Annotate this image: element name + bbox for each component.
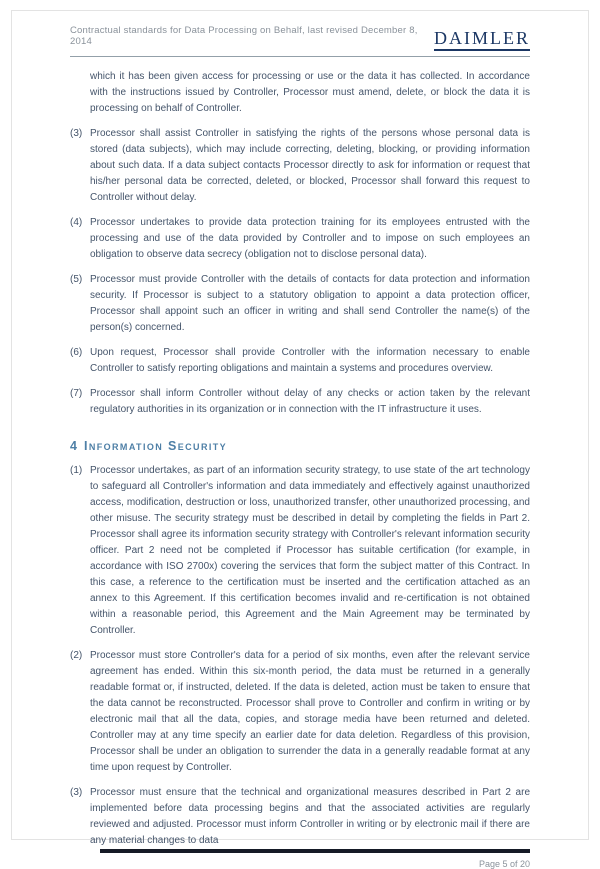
clause-text: Processor must provide Controller with the details of contacts for data protection and information security. If Processor is subject to a statutory obligation to appoint a data protection officer, Processor shall appoint such an officer in writing and shall send Controller the name(s) of the person(s) concerned. — [90, 274, 530, 333]
header-rule — [70, 56, 530, 57]
clause-3 — [70, 126, 530, 206]
daimler-logo: DAIMLER — [434, 29, 530, 51]
clause-text: Processor shall inform Controller without delay of any checks or action taken by the relevant regulatory authorities in its organization or in connection with the IT infrastructure it uses. — [90, 388, 530, 415]
page-header — [70, 25, 530, 57]
clause-number: (2) — [70, 650, 83, 661]
section-title: Information Security — [83, 439, 228, 453]
document-body — [70, 67, 530, 849]
clause-7 — [70, 386, 530, 418]
paragraph-continuation: which it has been given access for processing or use or the data it has collected. In accordance with the instructions issued by Controller, Processor must amend, delete, or block the data it is processing on behalf of Controller. — [90, 71, 530, 114]
document-title: Contractual standards for Data Processing on Behalf, last revised December 8, 2014 — [70, 25, 418, 47]
clause-text: Processor must store Controller's data for a period of six months, even after the relevant service agreement has ended. Within this six-month period, the data must be returned in a generally readable format or, if instructed, deleted. If the data is deleted, action must be taken to ensure that the data cannot be reconstructed. Processor shall prove to Controller and confirm in writing or by electronic mail that all the data, copies, and storage media have been returned and deleted. Controller may at any time specify an earlier date for data deletion. Regardless of this provision, Processor shall be under an obligation to surrender the data in a generally readable format at any time upon request by Controller. — [90, 650, 530, 773]
section-heading-information-security — [70, 438, 530, 454]
clause-number: (6) — [70, 347, 83, 358]
security-clause-2 — [70, 648, 530, 776]
clause-number: (5) — [70, 274, 83, 285]
clause-5 — [70, 272, 530, 336]
document-page — [11, 10, 589, 869]
security-clause-1 — [70, 463, 530, 639]
security-clause-3 — [70, 785, 530, 849]
clause-number: (7) — [70, 388, 83, 399]
clause-number: (3) — [70, 787, 83, 798]
section-number: 4 — [70, 439, 77, 453]
page-footer — [70, 849, 530, 869]
clause-text: Processor undertakes to provide data protection training for its employees entrusted with the processing and use of the data provided by Controller and to impose on such employees an obligation to observe data secrecy (obligation not to disclose personal data). — [90, 217, 530, 260]
clause-text: Upon request, Processor shall provide Controller with the information necessary to enable Controller to satisfy reporting obligations and maintain a systems and procedures overview. — [90, 347, 530, 374]
footer-bar — [100, 849, 530, 853]
clause-6 — [70, 345, 530, 377]
page-number: Page 5 of 20 — [478, 859, 530, 869]
clause-text: Processor shall assist Controller in satisfying the rights of the persons whose personal data is stored (data subjects), which may include correcting, deleting, blocking, or providing information about such data. If a data subject contacts Processor directly to ask for information or request that his/her personal data be corrected, deleted, or blocked, Processor shall forward this request to Controller without delay. — [90, 128, 530, 203]
clause-number: (3) — [70, 128, 83, 139]
clause-text: Processor undertakes, as part of an information security strategy, to use state of the art technology to safeguard all Controller's information and data immediately and effectively against unauthorized access, modification, destruction or loss, unauthorized transfer, other unauthorized processing, and other misuse. The security strategy must be described in detail by completing the fields in Part 2. Processor shall agree its information security strategy with Controller's relevant information security officer. Part 2 need not be completed if Processor has suitable certification (for example, in accordance with ISO 2700x) covering the services that form the subject matter of this Contract. In this case, a reference to the certification must be inserted and the certification attached as an annex to this Agreement. If this certification becomes invalid and re-certification is not obtained within a reasonable period, this Agreement and the Main Agreement may be terminated by Controller. — [90, 465, 530, 636]
clause-number: (1) — [70, 465, 83, 476]
clause-text: Processor must ensure that the technical and organizational measures described in Part 2 are implemented before data processing begins and that the associated activities are regularly reviewed and adjusted. Processor must inform Controller in writing or by electronic mail if there are any material changes to data — [90, 787, 530, 846]
clause-4 — [70, 215, 530, 263]
clause-number: (4) — [70, 217, 83, 228]
